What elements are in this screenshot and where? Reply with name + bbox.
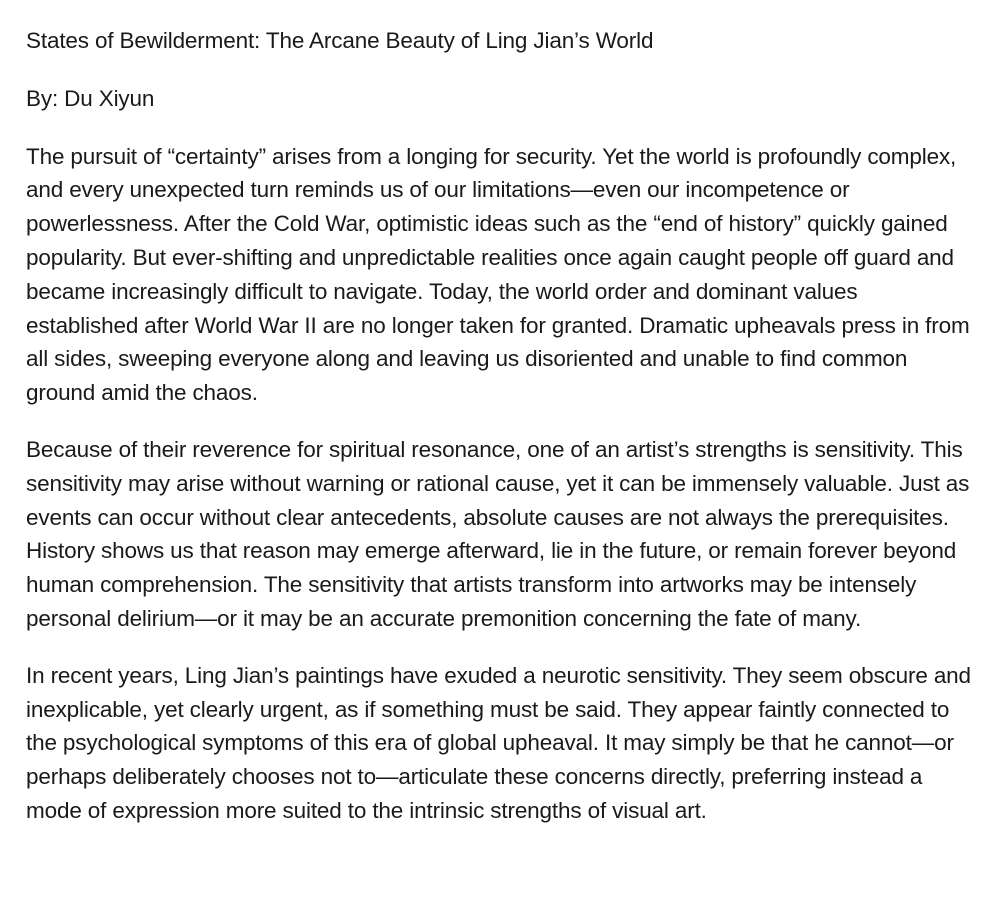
- author-byline: By: Du Xiyun: [26, 85, 155, 111]
- document-title: States of Bewilderment: The Arcane Beauty of Ling Jian’s World: [26, 28, 654, 53]
- paragraph-2: Because of their reverence for spiritual resonance, one of an artist’s strengths is sensitivity. This sensitivity may arise without warning or rational cause, yet it can be immensely valuable. Just as events can occur without clear antecedents, absolute causes are not always the prerequisites. History shows us that reason may emerge afterward, lie in the future, or remain forever beyond human comprehension. The sensitivity that artists transform into artworks may be intensely personal delirium—or it may be an accurate premonition concerning the fate of many.: [26, 436, 970, 631]
- paragraph-3: In recent years, Ling Jian’s paintings have exuded a neurotic sensitivity. They seem obscure and inexplicable, yet clearly urgent, as if something must be said. They appear faintly connected to the psychological symptoms of this era of global upheaval. It may simply be that he cannot—or perhaps deliberately chooses not to—articulate these concerns directly, preferring instead a mode of expression more suited to the intrinsic strengths of visual art.: [26, 662, 971, 823]
- paragraph-1: The pursuit of “certainty” arises from a longing for security. Yet the world is profoundly complex, and every unexpected turn reminds us of our limitations—even our incompetence or powerlessness. After the Cold War, optimistic ideas such as the “end of history” quickly gained popularity. But ever-shifting and unpredictable realities once again caught people off guard and became increasingly difficult to navigate. Today, the world order and dominant values established after World War II are no longer taken for granted. Dramatic upheavals press in from all sides, sweeping everyone along and leaving us disoriented and unable to find common ground amid the chaos.: [26, 143, 970, 406]
